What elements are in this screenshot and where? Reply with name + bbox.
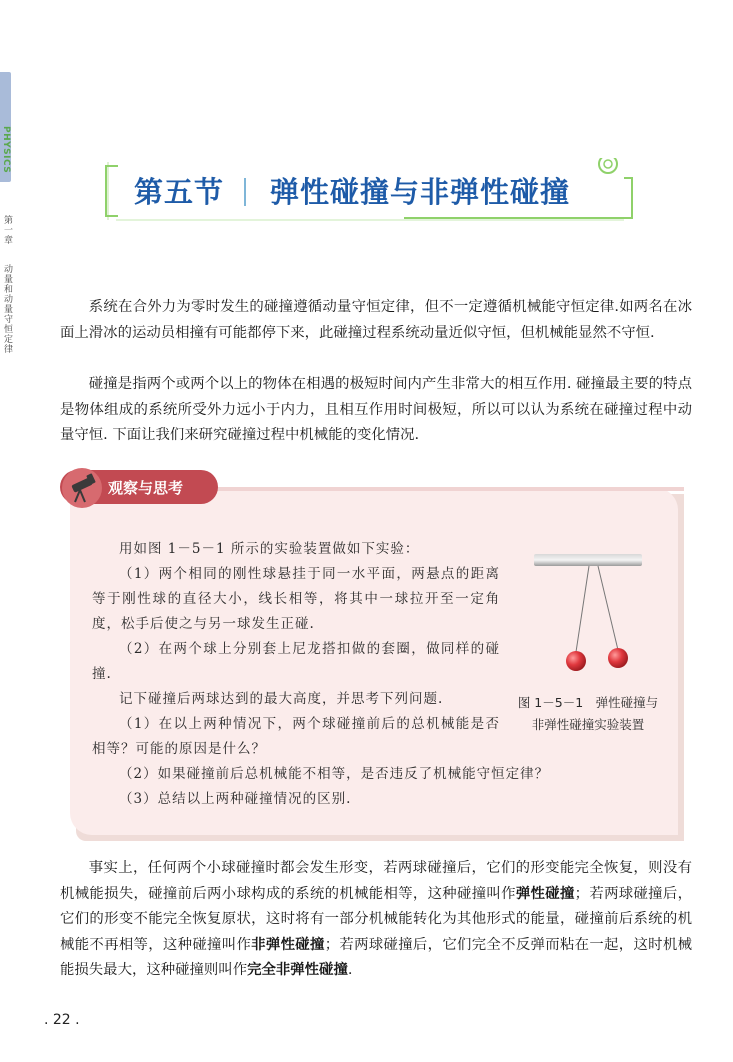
ball-right bbox=[608, 648, 628, 668]
chapter-label: 第一章 bbox=[2, 215, 12, 245]
observe-header-title: 观察与思考 bbox=[108, 479, 184, 497]
title-separator bbox=[244, 178, 246, 206]
figure-caption bbox=[508, 692, 668, 736]
observe-intro: 用如图 1－5－1 所示的实验装置做如下实验： bbox=[119, 541, 420, 557]
observe-question-3: （3）总结以上两种碰撞情况的区别. bbox=[119, 791, 352, 807]
telescope-icon bbox=[62, 468, 102, 508]
p4-text-d: . bbox=[347, 962, 353, 978]
term-perfectly-inelastic-collision: 完全非弹性碰撞 bbox=[247, 962, 348, 978]
section-title: 弹性碰撞与非弹性碰撞 bbox=[270, 175, 571, 209]
term-inelastic-collision: 非弹性碰撞 bbox=[251, 936, 325, 953]
page-number: . 22 . bbox=[44, 1012, 80, 1028]
physics-side-label: PHYSICS bbox=[1, 126, 11, 174]
observe-record: 记下碰撞后两球达到的最大高度，并思考下列问题. bbox=[119, 691, 444, 707]
intro-paragraph: 系统在合外力为零时发生的碰撞遵循动量守恒定律，但不一定遵循机械能守恒定律.如两名在冰面上滑冰的运动员相撞有可能都停下来，此碰撞过程系统动量近似守恒，但机械能显然不守恒. bbox=[60, 299, 692, 341]
figure-caption-line-1: 图 1－5－1 弹性碰撞与 bbox=[517, 695, 659, 710]
observe-question-1: （1）在以上两种情况下，两个球碰撞前后的总机械能是否相等？可能的原因是什么？ bbox=[92, 716, 500, 757]
pendulum-figure bbox=[526, 548, 658, 688]
figure-caption-line-2: 非弹性碰撞实验装置 bbox=[531, 717, 645, 732]
p4-text-b: ；若两球碰撞后，它们的形变不能完全恢复原状，这时将有一部分机械能转化为其他形式的能量，碰撞前后系统的机械能不再相等，这种碰撞叫作 bbox=[60, 885, 692, 953]
section-number: 第五节 bbox=[134, 175, 225, 209]
string-left bbox=[576, 566, 589, 652]
support-bar bbox=[534, 554, 642, 566]
term-elastic-collision: 弹性碰撞 bbox=[515, 885, 575, 902]
chapter-title: 动量和动量守恒定律 bbox=[2, 264, 12, 354]
ball-left bbox=[566, 651, 586, 671]
collision-types-paragraph bbox=[60, 856, 692, 984]
p4-text-a: 事实上，任何两个小球碰撞时都会发生形变，若两球碰撞后，它们的形变能完全恢复，则没有机械能损失，碰撞前后两小球构成的系统的机械能相等，这种碰撞叫作 bbox=[60, 860, 692, 902]
string-right bbox=[598, 566, 618, 650]
collision-definition-paragraph: 碰撞是指两个或两个以上的物体在相遇的极短时间内产生非常大的相互作用. 碰撞最主要的特点是物体组成的系统所受外力远小于内力，且相互作用时间极短，所以可以认为系统在碰撞过程中动量守恒. 下面让我们来研究碰撞过程中机械能的变化情况. bbox=[60, 376, 692, 443]
observe-item-2: （2）在两个球上分别套上尼龙搭扣做的套圈，做同样的碰撞. bbox=[92, 641, 500, 682]
p4-text-c: ；若两球碰撞后，它们完全不反弹而粘在一起，这时机械能损失最大，这种碰撞则叫作 bbox=[60, 936, 692, 978]
observe-question-2: （2）如果碰撞前后总机械能不相等，是否违反了机械能守恒定律？ bbox=[119, 766, 550, 782]
observe-header-line bbox=[200, 487, 684, 491]
gear-icon bbox=[599, 158, 617, 173]
observe-item-1: （1）两个相同的刚性球悬挂于同一水平面，两悬点的距离等于刚性球的直径大小，线长相等，将其中一球拉开至一定角度，松手后使之与另一球发生正碰. bbox=[92, 566, 500, 632]
